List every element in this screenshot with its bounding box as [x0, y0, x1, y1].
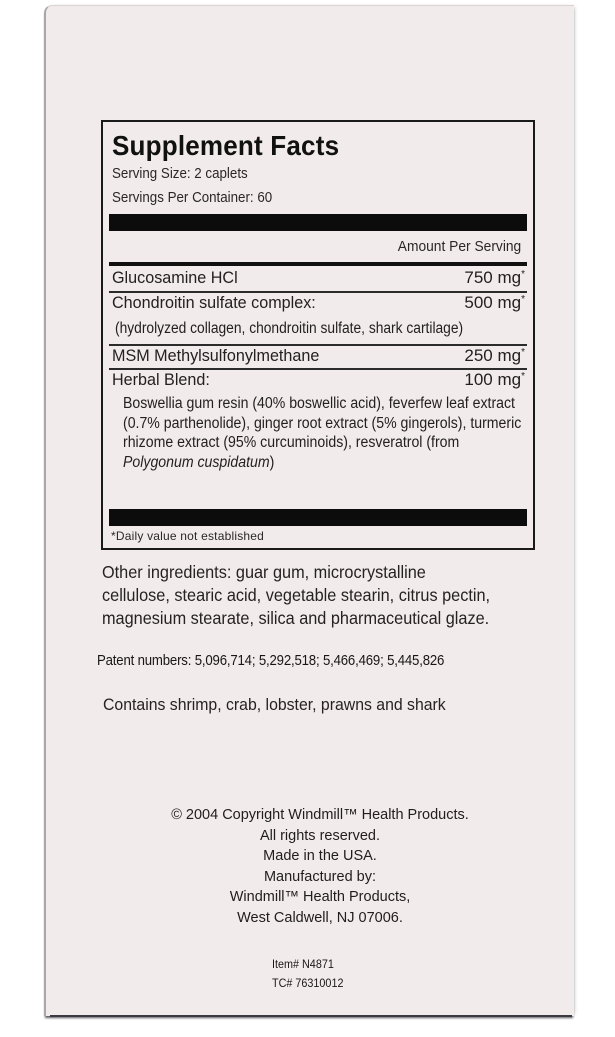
daily-value-footnote: *Daily value not established	[111, 529, 265, 543]
nutrient-amount: 750 mg*	[464, 268, 525, 287]
nutrient-row	[109, 345, 527, 367]
patent-numbers: Patent numbers: 5,096,714; 5,292,518; 5,466,469; 5,445,826	[97, 652, 445, 669]
origin-line: Made in the USA.	[263, 848, 377, 864]
item-info	[272, 955, 343, 993]
supplement-facts-panel	[101, 120, 535, 550]
nutrient-row	[109, 292, 527, 314]
nutrient-row	[109, 267, 527, 289]
rights-line: All rights reserved.	[259, 827, 381, 844]
nutrient-row	[109, 369, 527, 391]
nutrient-amount: 250 mg*	[464, 346, 525, 365]
other-ingredients-line-2: cellulose, stearic acid, vegetable stearin, citrus pectin,	[102, 585, 491, 605]
thick-divider-top	[109, 214, 527, 231]
item-number: Item# N4871	[272, 957, 334, 971]
copyright-line: © 2004 Copyright Windmill™ Health Products.	[171, 807, 469, 823]
botanical-name: Polygonum cuspidatum	[123, 453, 270, 471]
amount-per-serving-header: Amount Per Serving	[397, 238, 521, 255]
thick-divider-bottom	[109, 509, 527, 526]
package-bottom-edge	[50, 1015, 572, 1017]
tc-number: TC# 76310012	[272, 976, 344, 990]
nutrient-name: Glucosamine HCl	[112, 268, 238, 287]
copyright-block	[120, 805, 520, 928]
other-ingredients-line-3: magnesium stearate, silica and pharmaceutical glaze.	[102, 608, 490, 628]
allergen-statement: Contains shrimp, crab, lobster, prawns and shark	[103, 695, 446, 714]
header-divider	[109, 262, 527, 266]
nutrient-amount: 100 mg*	[464, 370, 525, 389]
serving-size: Serving Size: 2 caplets	[112, 166, 248, 182]
manufacturer-address: West Caldwell, NJ 07006.	[237, 909, 403, 926]
facts-title: Supplement Facts	[112, 130, 340, 161]
nutrient-amount: 500 mg*	[464, 293, 525, 312]
chondroitin-note: (hydrolyzed collagen, chondroitin sulfate, shark cartilage)	[115, 320, 464, 337]
servings-per-container: Servings Per Container: 60	[112, 190, 273, 206]
nutrient-name: Chondroitin sulfate complex:	[112, 293, 316, 312]
manufacturer-name: Windmill™ Health Products,	[229, 889, 411, 905]
herbal-blend-description: Boswellia gum resin (40% boswellic acid), feverfew leaf extract (0.7% parthenolide), ginger root extract (5% gingerols), turmeric rhizome extract (95% curcuminoids), resveratrol (from Polygonum cuspidatum)	[123, 395, 522, 471]
nutrient-name: MSM Methylsulfonylmethane	[112, 346, 320, 365]
other-ingredients-line-1: Other ingredients: guar gum, microcrystalline	[102, 562, 426, 582]
manufacturer-label: Manufactured by:	[263, 868, 377, 885]
nutrient-name: Herbal Blend:	[112, 370, 210, 389]
